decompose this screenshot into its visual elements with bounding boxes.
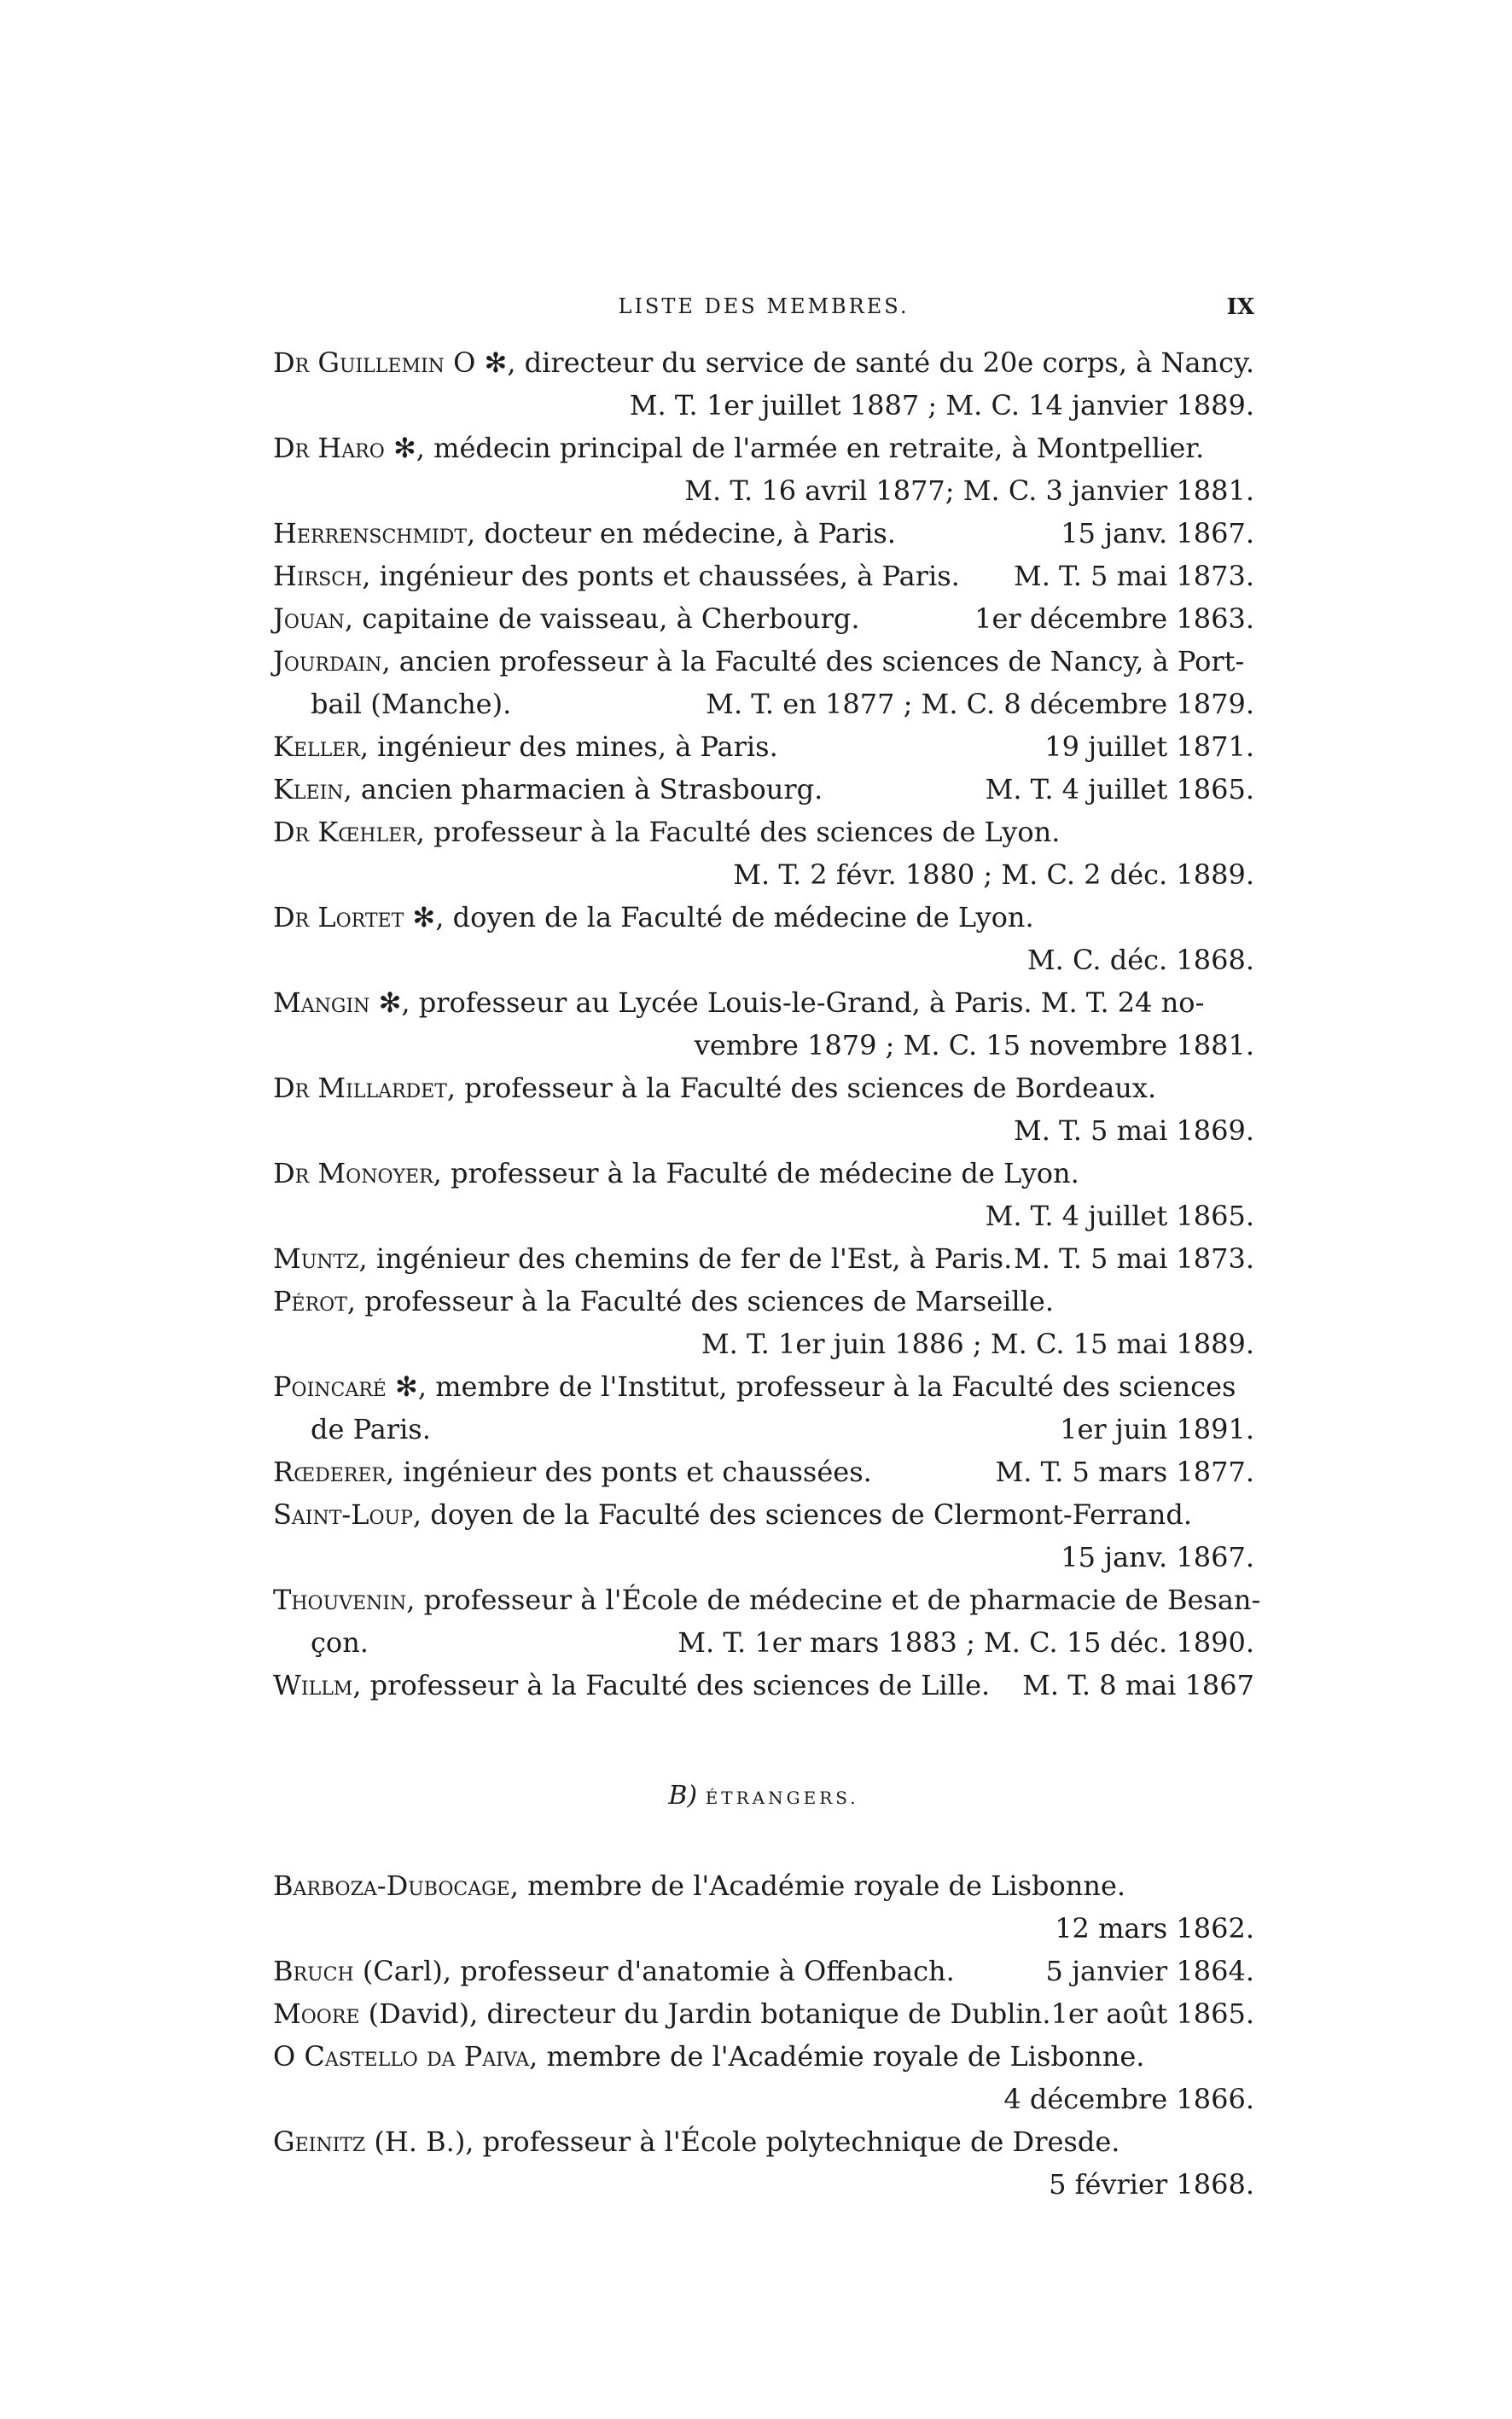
member-entry-continuation — [273, 1408, 1254, 1451]
member-entry — [273, 1451, 1254, 1493]
member-entry — [273, 1493, 1254, 1536]
member-name: Barboza-Dubocage — [273, 1869, 510, 1902]
membership-dates: 15 janv. 1867. — [1061, 1541, 1254, 1573]
member-description: , doyen de la Faculté de médecine de Lyon. — [435, 901, 1034, 933]
member-entry-dates — [273, 1323, 1254, 1365]
member-entry — [273, 597, 1254, 640]
membership-dates: 12 mars 1862. — [1055, 1912, 1254, 1945]
member-description: , ingénieur des ponts et chaussées. — [386, 1456, 872, 1488]
member-name: Willm — [273, 1669, 353, 1701]
member-name: Rœderer — [273, 1456, 386, 1488]
member-description: , ingénieur des ponts et chaussées, à Paris. — [362, 560, 960, 592]
header-title: LISTE DES MEMBRES. — [618, 294, 910, 318]
member-description: , professeur à la Faculté des sciences de Lille. — [352, 1669, 991, 1701]
membership-dates: M. T. 4 juillet 1865. — [985, 773, 1254, 805]
section-heading — [273, 1775, 1254, 1819]
membership-dates: M. C. déc. 1868. — [1026, 944, 1254, 976]
membership-dates: M. T. 5 mai 1873. — [1013, 1242, 1254, 1275]
member-name: Dr Monoyer — [273, 1157, 433, 1189]
foreign-members-list — [273, 1864, 1254, 2206]
membership-dates: M. T. 2 févr. 1880 ; M. C. 2 déc. 1889. — [733, 858, 1254, 891]
member-entry-dates — [273, 2078, 1254, 2120]
member-description: , membre de l'Académie royale de Lisbonne. — [509, 1869, 1126, 1902]
member-entry — [273, 1067, 1254, 1109]
member-description: , professeur à la Faculté des sciences de Marseille. — [346, 1285, 1054, 1317]
member-entry-continuation — [273, 1621, 1254, 1664]
member-entry-dates — [273, 939, 1254, 981]
member-name: Herrenschmidt — [273, 517, 468, 550]
member-entry — [273, 1992, 1254, 2035]
membership-dates: 1er août 1865. — [1050, 1997, 1254, 2030]
member-name: Klein — [273, 773, 344, 805]
member-entry-dates — [273, 2163, 1254, 2206]
member-description: , ancien pharmacien à Strasbourg. — [343, 773, 823, 805]
member-entry — [273, 512, 1254, 555]
member-name: Hirsch — [273, 560, 363, 592]
member-name: O Castello da Paiva — [273, 2040, 530, 2073]
membership-dates: 4 décembre 1866. — [1003, 2083, 1254, 2115]
member-name: Saint-Loup — [273, 1498, 413, 1531]
member-entry-dates — [273, 1195, 1254, 1237]
member-description: , doyen de la Faculté des sciences de Clermont-Ferrand. — [412, 1498, 1193, 1531]
member-entry — [273, 1237, 1254, 1280]
member-entry-dates — [273, 384, 1254, 427]
member-entry — [273, 768, 1254, 811]
member-name: Dr Haro ✻ — [273, 432, 416, 464]
continuation-text: bail (Manche). — [311, 688, 512, 720]
member-description: , professeur à la Faculté des sciences de Lyon. — [416, 816, 1061, 848]
membership-dates: M. T. 5 mars 1877. — [995, 1456, 1254, 1488]
member-entry — [273, 2120, 1254, 2163]
member-name: Thouvenin — [273, 1584, 407, 1616]
member-description: (Carl), professeur d'anatomie à Offenbach. — [353, 1955, 955, 1987]
membership-dates: M. T. 1er juin 1886 ; M. C. 15 mai 1889. — [701, 1328, 1254, 1360]
member-description: , professeur à la Faculté des sciences de Bordeaux. — [446, 1072, 1157, 1104]
member-description: , ancien professeur à la Faculté des sciences de Nancy, à Port- — [381, 645, 1245, 677]
member-entry-dates — [273, 1907, 1254, 1950]
member-entry-dates — [273, 1536, 1254, 1579]
french-members-list — [273, 341, 1261, 1707]
membership-dates: 15 janv. 1867. — [1061, 517, 1254, 550]
member-entry — [273, 640, 1254, 683]
member-entry — [273, 1664, 1254, 1707]
member-name: Mangin ✻ — [273, 986, 402, 1019]
member-entry — [273, 1864, 1254, 1907]
member-entry — [273, 896, 1254, 939]
member-description: , professeur au Lycée Louis-le-Grand, à Paris. M. T. 24 no- — [401, 986, 1205, 1019]
member-entry-dates — [273, 853, 1254, 896]
member-name: Jouan — [273, 602, 345, 635]
member-description: , médecin principal de l'armée en retraite, à Montpellier. — [416, 432, 1205, 464]
membership-dates: 19 juillet 1871. — [1044, 730, 1254, 763]
member-entry — [273, 1152, 1254, 1195]
member-description: (David), directeur du Jardin botanique de Dublin. — [359, 1997, 1051, 2030]
membership-dates: M. T. 16 avril 1877; M. C. 3 janvier 1881. — [684, 474, 1254, 507]
member-name: Dr Guillemin O ✻ — [273, 346, 508, 379]
member-name: Jourdain — [273, 645, 382, 677]
member-entry — [273, 981, 1254, 1024]
membership-dates: M. T. 8 mai 1867 — [1022, 1669, 1254, 1701]
member-description: , professeur à l'École de médecine et de pharmacie de Besan- — [406, 1584, 1261, 1616]
member-description: , docteur en médecine, à Paris. — [467, 517, 896, 550]
member-entry — [273, 1280, 1254, 1323]
member-entry — [273, 1950, 1254, 1992]
member-name: Dr Kœhler — [273, 816, 416, 848]
member-entry-dates — [273, 1109, 1254, 1152]
continuation-text: çon. — [311, 1626, 369, 1659]
member-description: , membre de l'Institut, professeur à la Faculté des sciences — [417, 1370, 1236, 1403]
member-entry — [273, 1365, 1254, 1408]
member-name: Poincaré ✻ — [273, 1370, 418, 1403]
member-entry — [273, 341, 1254, 384]
member-name: Moore — [273, 1997, 360, 2030]
membership-dates: M. T. 4 juillet 1865. — [985, 1200, 1254, 1232]
membership-dates: 5 janvier 1864. — [1045, 1955, 1254, 1987]
page-number: IX — [1226, 294, 1254, 320]
member-entry — [273, 725, 1254, 768]
membership-dates: vembre 1879 ; M. C. 15 novembre 1881. — [694, 1029, 1254, 1061]
running-header — [273, 294, 1254, 337]
member-description: , directeur du service de santé du 20e corps, à Nancy. — [507, 346, 1255, 379]
member-entry-dates — [273, 1024, 1254, 1067]
membership-dates: M. T. 1er mars 1883 ; M. C. 15 déc. 1890. — [677, 1626, 1254, 1659]
membership-dates: M. T. en 1877 ; M. C. 8 décembre 1879. — [706, 688, 1254, 720]
member-name: Pérot — [273, 1285, 347, 1317]
member-name: Dr Lortet ✻ — [273, 901, 436, 933]
membership-dates: 5 février 1868. — [1049, 2168, 1254, 2201]
member-entry — [273, 2035, 1254, 2078]
membership-dates: M. T. 5 mai 1873. — [1013, 560, 1254, 592]
membership-dates: 1er juin 1891. — [1060, 1413, 1254, 1445]
member-entry — [273, 555, 1254, 597]
continuation-text: de Paris. — [311, 1413, 431, 1445]
member-description: , ingénieur des mines, à Paris. — [359, 730, 778, 763]
membership-dates: M. T. 5 mai 1869. — [1013, 1114, 1254, 1147]
member-entry-continuation — [273, 683, 1254, 725]
member-description: , ingénieur des chemins de fer de l'Est, à Paris. — [358, 1242, 1013, 1275]
section-name: ÉTRANGERS. — [705, 1788, 859, 1808]
member-entry — [273, 1579, 1261, 1621]
section-letter: B) — [668, 1781, 698, 1811]
membership-dates: 1er décembre 1863. — [974, 602, 1254, 635]
member-name: Keller — [273, 730, 360, 763]
membership-dates: M. T. 1er juillet 1887 ; M. C. 14 janvier 1889. — [629, 389, 1254, 422]
member-name: Dr Millardet — [273, 1072, 447, 1104]
member-entry-dates — [273, 469, 1254, 512]
member-entry — [273, 427, 1254, 469]
member-description: , membre de l'Académie royale de Lisbonne. — [529, 2040, 1145, 2073]
member-name: Bruch — [273, 1955, 354, 1987]
member-name: Muntz — [273, 1242, 359, 1275]
member-entry — [273, 811, 1254, 853]
member-description: , capitaine de vaisseau, à Cherbourg. — [344, 602, 860, 635]
member-description: (H. B.), professeur à l'École polytechnique de Dresde. — [365, 2125, 1120, 2158]
member-name: Geinitz — [273, 2125, 366, 2158]
member-description: , professeur à la Faculté de médecine de Lyon. — [433, 1157, 1079, 1189]
